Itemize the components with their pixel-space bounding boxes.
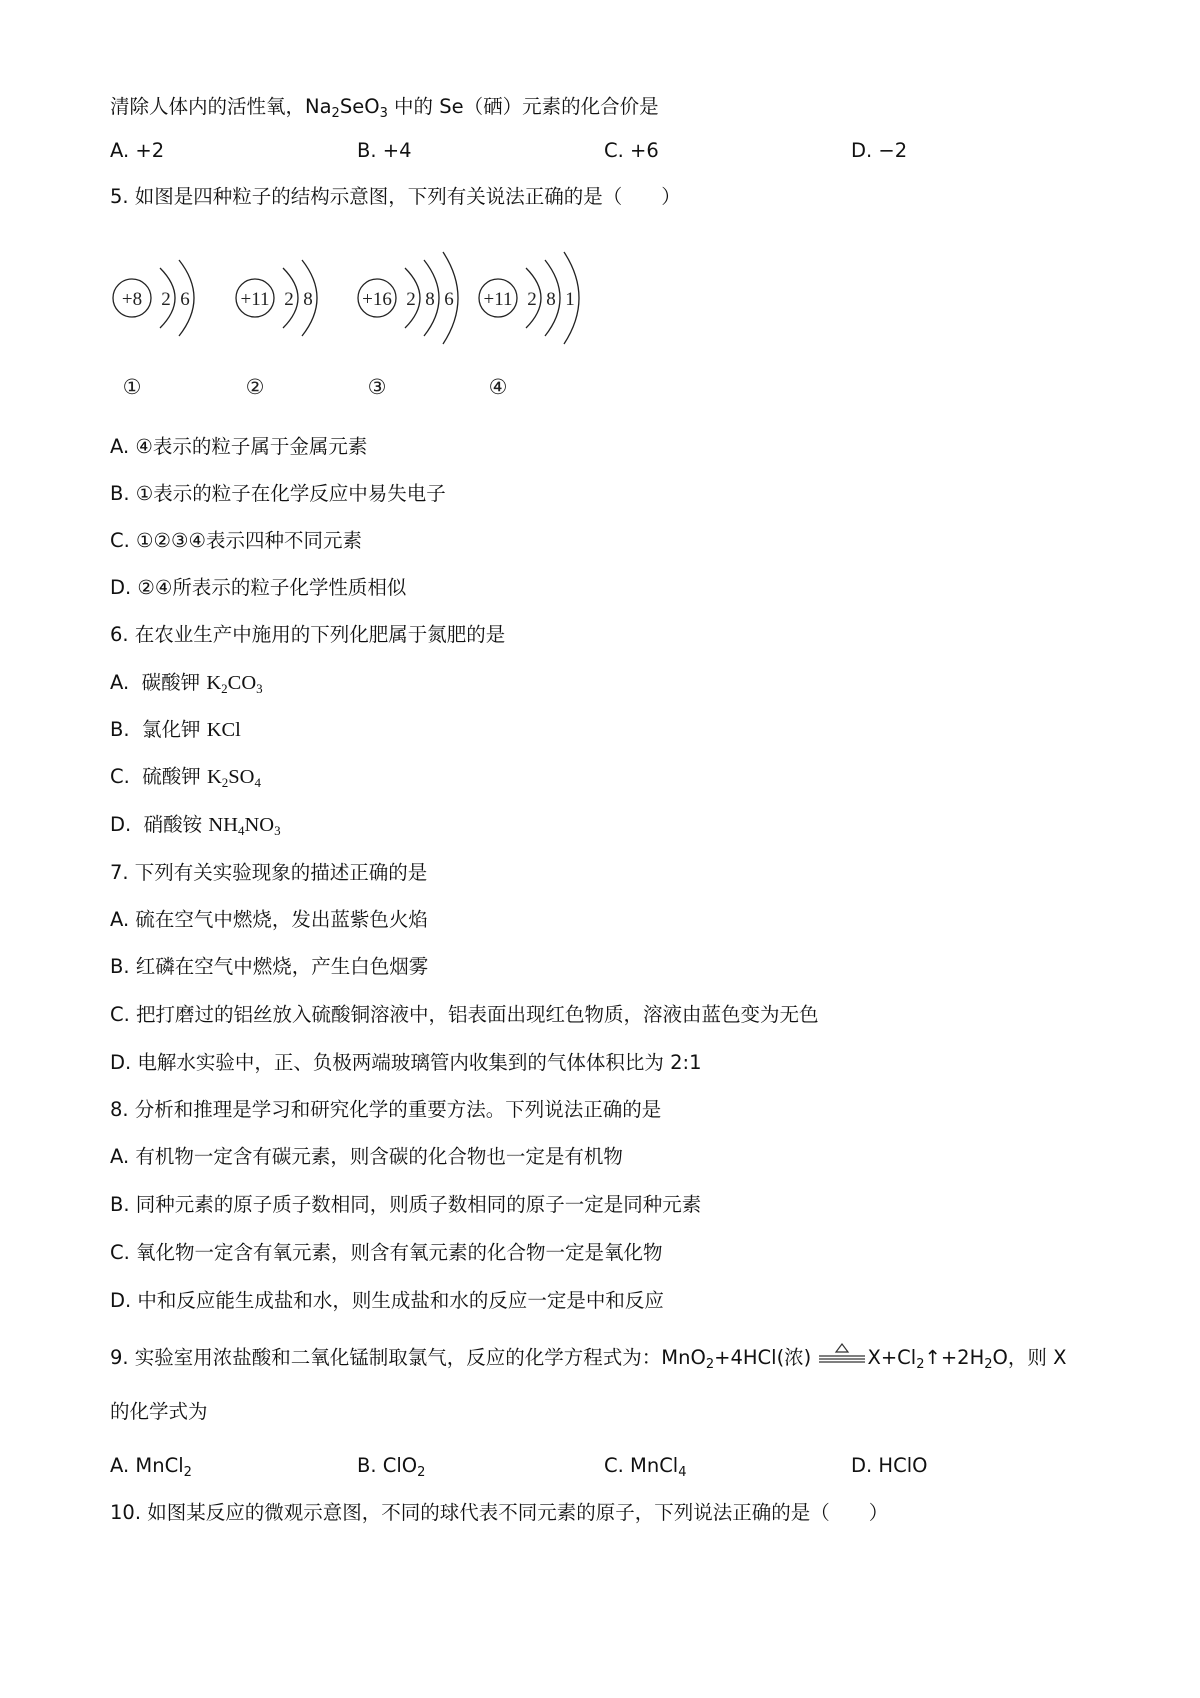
- q5-option-a: A. ④表示的粒子属于金属元素: [110, 435, 368, 458]
- q9-subscript: 2: [916, 1357, 925, 1372]
- option-text: B. ClO: [357, 1454, 418, 1477]
- formula-part: K: [206, 766, 222, 788]
- q4-subscript: 3: [379, 106, 388, 121]
- q9-option-a: [110, 1453, 192, 1486]
- option-name: 氯化钾: [141, 718, 201, 741]
- heat-condition-sign: [817, 1342, 867, 1371]
- electron-count: 6: [444, 289, 454, 310]
- particle-label: ③: [367, 375, 387, 399]
- option-text: A. MnCl: [110, 1454, 184, 1477]
- q9-stem-part: O，则 X: [992, 1346, 1067, 1369]
- q4-option-c: C. +6: [604, 139, 659, 162]
- q4-stem-part: SeO: [339, 95, 380, 118]
- q8-option-c: C. 氧化物一定含有氧元素，则含有氧元素的化合物一定是氧化物: [110, 1241, 663, 1264]
- q9-subscript: 2: [984, 1357, 993, 1372]
- formula-subscript: 4: [254, 775, 261, 790]
- option-name: 碳酸钾: [141, 671, 201, 694]
- q4-option-a: A. +2: [110, 139, 165, 162]
- option-name: 硝酸铵: [143, 813, 203, 836]
- q7-stem: 7. 下列有关实验现象的描述正确的是: [110, 861, 428, 884]
- formula-part: CO: [227, 672, 257, 694]
- electron-count: 8: [425, 289, 435, 310]
- formula-part: NO: [244, 814, 275, 836]
- q8-stem: 8. 分析和推理是学习和研究化学的重要方法。下列说法正确的是: [110, 1098, 662, 1121]
- formula-subscript: 2: [221, 681, 228, 696]
- q4-stem: [110, 94, 659, 127]
- formula-subscript: 3: [256, 681, 263, 696]
- q9-stem-part: 9. 实验室用浓盐酸和二氧化锰制取氯气，反应的化学方程式为：MnO: [110, 1346, 706, 1369]
- option-subscript: 2: [417, 1465, 426, 1480]
- particle-label: ①: [122, 375, 142, 399]
- electron-count: 1: [565, 289, 575, 310]
- nucleus-charge: +11: [483, 289, 513, 310]
- option-letter: A.: [110, 671, 130, 694]
- atom-diagram-2: [236, 260, 317, 399]
- option-subscript: 4: [678, 1465, 687, 1480]
- q6-option-a: [110, 670, 263, 702]
- electron-count: 2: [161, 289, 171, 310]
- q7-option-b: B. 红磷在空气中燃烧，产生白色烟雾: [110, 955, 429, 978]
- q8-option-d: D. 中和反应能生成盐和水，则生成盐和水的反应一定是中和反应: [110, 1289, 664, 1312]
- q7-option-a: A. 硫在空气中燃烧，发出蓝紫色火焰: [110, 908, 428, 931]
- q6-option-c: [110, 764, 261, 796]
- atom-diagram-4: [479, 252, 579, 399]
- formula-part: KCl: [206, 719, 241, 741]
- q9-option-d: [851, 1453, 927, 1486]
- q9-stem-part: +4HCl(浓): [714, 1346, 818, 1369]
- q6-option-b: [110, 717, 241, 743]
- electron-count: 6: [180, 289, 190, 310]
- q8-option-a: A. 有机物一定含有碳元素，则含碳的化合物也一定是有机物: [110, 1145, 623, 1168]
- option-text: C. MnCl: [604, 1454, 679, 1477]
- q9-stem: [110, 1342, 1066, 1378]
- particle-label: ④: [488, 375, 508, 399]
- option-formula: [207, 719, 241, 741]
- electron-count: 8: [303, 289, 313, 310]
- q5-stem: 5. 如图是四种粒子的结构示意图，下列有关说法正确的是（ ）: [110, 185, 681, 208]
- atom-diagram-3: [358, 252, 458, 399]
- formula-subscript: 2: [221, 775, 229, 790]
- option-letter: C.: [110, 765, 130, 788]
- q10-stem: 10. 如图某反应的微观示意图，不同的球代表不同元素的原子，下列说法正确的是（ ）: [110, 1501, 889, 1524]
- q4-stem-part: 清除人体内的活性氧，Na: [110, 95, 332, 118]
- q6-option-d: [110, 812, 281, 844]
- q9-stem-line2: 的化学式为: [110, 1400, 208, 1423]
- atom-structure-diagram: [100, 240, 660, 410]
- option-formula: [208, 814, 280, 836]
- particle-label: ②: [245, 375, 265, 399]
- q9-option-c: [604, 1453, 687, 1486]
- nucleus-charge: +16: [362, 289, 392, 310]
- option-text: D. HClO: [851, 1454, 928, 1477]
- q5-option-d: D. ②④所表示的粒子化学性质相似: [110, 576, 407, 599]
- q4-subscript: 2: [331, 106, 340, 121]
- formula-part: K: [206, 672, 222, 694]
- q9-subscript: 2: [705, 1357, 715, 1372]
- option-letter: D.: [110, 813, 132, 836]
- q9-stem-part: ↑+2H: [924, 1346, 985, 1369]
- formula-subscript: 3: [274, 823, 281, 838]
- formula-part: NH: [208, 814, 238, 836]
- formula-subscript: 4: [237, 823, 245, 838]
- q6-stem: 6. 在农业生产中施用的下列化肥属于氮肥的是: [110, 623, 506, 646]
- electron-count: 8: [546, 289, 556, 310]
- q8-option-b: B. 同种元素的原子质子数相同，则质子数相同的原子一定是同种元素: [110, 1193, 702, 1216]
- q9-stem-part: X+Cl: [867, 1346, 917, 1369]
- q7-option-d: D. 电解水实验中，正、负极两端玻璃管内收集到的气体体积比为 2:1: [110, 1051, 702, 1074]
- nucleus-charge: +8: [121, 289, 143, 310]
- electron-count: 2: [284, 289, 294, 310]
- option-subscript: 2: [183, 1465, 192, 1480]
- q5-option-b: B. ①表示的粒子在化学反应中易失电子: [110, 482, 446, 505]
- q5-option-c: C. ①②③④表示四种不同元素: [110, 529, 362, 552]
- q4-stem-part: 中的 Se（硒）元素的化合价是: [387, 95, 659, 118]
- q7-option-c: C. 把打磨过的铝丝放入硫酸铜溶液中，铝表面出现红色物质，溶液由蓝色变为无色: [110, 1003, 819, 1026]
- electron-count: 2: [406, 289, 416, 310]
- atom-diagram-1: [113, 260, 194, 399]
- formula-part: SO: [228, 766, 255, 788]
- q9-option-b: [357, 1453, 425, 1486]
- option-letter: B.: [110, 718, 130, 741]
- q4-option-b: B. +4: [357, 139, 412, 162]
- nucleus-charge: +11: [240, 289, 270, 310]
- option-formula: [207, 766, 261, 788]
- electron-count: 2: [527, 289, 537, 310]
- q4-option-d: D. −2: [851, 139, 908, 162]
- option-formula: [206, 672, 262, 694]
- option-name: 硫酸钾: [142, 765, 201, 788]
